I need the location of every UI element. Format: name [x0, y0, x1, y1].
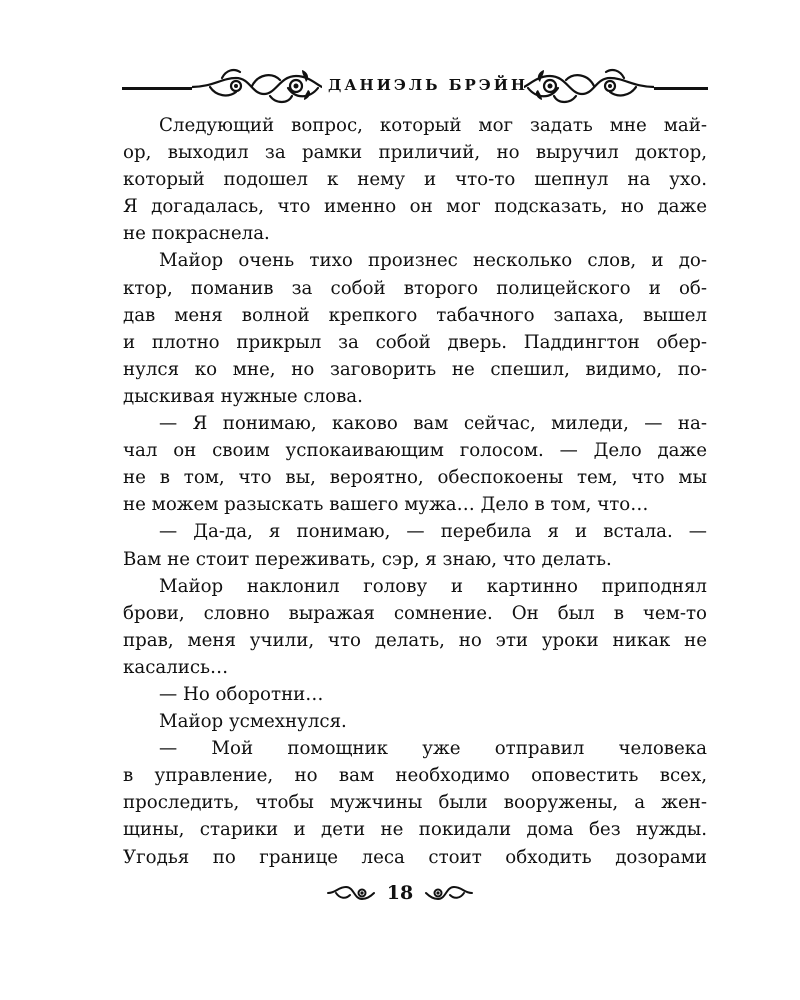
- text-line: брови, словно выражая сомнение. Он был в чем-то: [123, 602, 707, 624]
- text-line: нулся ко мне, но заговорить не спешил, видимо, по-: [123, 358, 707, 380]
- text-line: не можем разыскать вашего мужа… Дело в том, что…: [123, 494, 649, 516]
- ornament-right-icon: [524, 66, 654, 106]
- ornament-left-icon: [192, 66, 322, 106]
- text-line: — Я понимаю, каково вам сейчас, миледи, — на-: [159, 413, 707, 435]
- text-line: Майор очень тихо произнес несколько слов, и до-: [159, 250, 707, 272]
- text-line: чал он своим успокаивающим голосом. — Дело даже: [123, 440, 707, 462]
- text-line: который подошел к нему и что-то шепнул на ухо.: [123, 169, 707, 191]
- header-rule-left: [122, 87, 192, 90]
- footer-ornament-left-icon: [326, 883, 376, 903]
- text-line: — Мой помощник уже отправил человека: [159, 738, 707, 760]
- text-line: ктор, поманив за собой второго полицейского и об-: [123, 277, 707, 299]
- text-line: касались…: [123, 656, 229, 678]
- header-rule-right: [654, 87, 708, 90]
- text-line: Следующий вопрос, который мог задать мне май-: [159, 115, 707, 136]
- text-line: в управление, но вам необходимо оповестить всех,: [123, 765, 707, 787]
- page-footer: [0, 882, 800, 906]
- page-number: 18: [386, 882, 414, 904]
- text-line: проследить, чтобы мужчины были вооружены, а жен-: [123, 792, 707, 814]
- text-line: — Но оборотни…: [159, 683, 324, 705]
- text-line: не покраснела.: [123, 223, 270, 245]
- text-line: дав меня волной крепкого табачного запаха, вышел: [123, 304, 707, 326]
- text-line: Я догадалась, что именно он мог подсказать, но даже: [123, 196, 707, 218]
- text-line: не в том, что вы, вероятно, обеспокоены тем, что мы: [123, 467, 707, 489]
- text-line: Вам не стоит переживать, сэр, я знаю, что делать.: [123, 548, 612, 570]
- author-name: ДАНИЭЛЬ БРЭЙН: [328, 76, 529, 94]
- text-line: Майор наклонил голову и картинно приподнял: [159, 575, 707, 597]
- running-header: [122, 64, 708, 108]
- text-line: дыскивая нужные слова.: [123, 385, 363, 407]
- text-line: щины, старики и дети не покидали дома без нужды.: [123, 819, 707, 841]
- text-line: — Да-да, я понимаю, — перебила я и встала. —: [159, 521, 707, 543]
- footer-ornament-right-icon: [424, 883, 474, 903]
- text-line: ор, выходил за рамки приличий, но выручил доктор,: [123, 142, 707, 164]
- body-text: [123, 112, 707, 871]
- text-line: Угодья по границе леса стоит обходить дозорами: [123, 846, 707, 868]
- text-line: прав, меня учили, что делать, но эти уроки никак не: [123, 629, 707, 651]
- text-line: Майор усмехнулся.: [159, 711, 347, 733]
- text-line: и плотно прикрыл за собой дверь. Паддингтон обер-: [123, 331, 707, 353]
